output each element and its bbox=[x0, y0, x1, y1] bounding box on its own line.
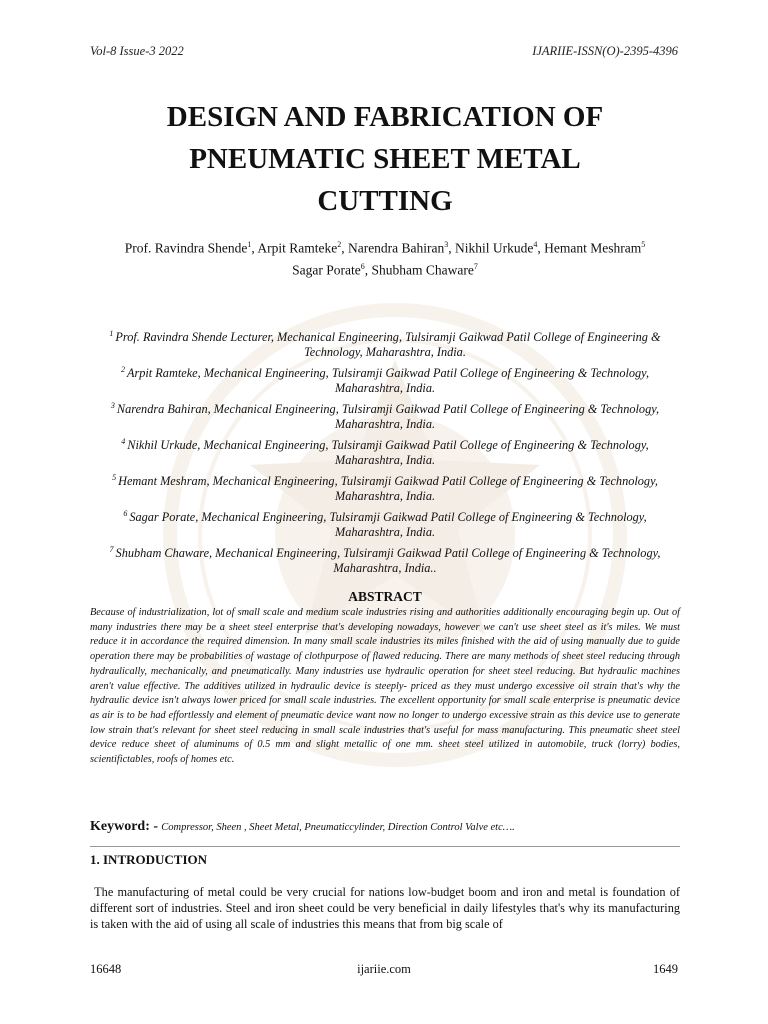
affiliation bbox=[95, 506, 675, 541]
author-number: 2 bbox=[337, 240, 342, 249]
title-line: CUTTING bbox=[317, 185, 453, 217]
affiliation-text: Shubham Chaware, Mechanical Engineering, Tulsiramji Gaikwad Patil College of Engineering & Technology, Maharashtra, India.. bbox=[115, 546, 661, 576]
page-number: 1649 bbox=[653, 962, 678, 976]
author-number: 3 bbox=[444, 240, 449, 249]
affiliation-number: 7 bbox=[109, 545, 114, 554]
paper-title bbox=[90, 96, 680, 222]
introduction-body: The manufacturing of metal could be very crucial for nations low-budget boom and iron and metal is foundation of different sort of industries. Steel and iron sheet could be very beneficial in daily lifestyles that's why its manufacturing is taken with the aid of using all scale of industries this means that from big scale of bbox=[90, 885, 680, 931]
affiliation-number: 3 bbox=[110, 401, 115, 410]
keywords-label: Keyword: - bbox=[90, 819, 159, 834]
title-line: DESIGN AND FABRICATION OF bbox=[166, 101, 604, 133]
affiliation-text: Hemant Meshram, Mechanical Engineering, Tulsiramji Gaikwad Patil College of Engineering & Technology, Maharashtra, India. bbox=[118, 474, 658, 504]
author-name: Prof. Ravindra Shende bbox=[124, 240, 248, 256]
affiliation bbox=[95, 326, 675, 361]
author-line: Prof. Ravindra Shende$^1$, Arpit Ramteke$^2$, Narendra Bahiran$^3$, Nikhil Urkude$^4$, Hemant Meshram$^5$ bbox=[124, 240, 646, 256]
author-name: Nikhil Urkude bbox=[455, 240, 534, 256]
abstract-text: Because of industrialization, lot of small scale and medium scale industries rising and authorities additionally encouraging begin up. Out of many industries there may be a sheet steel enterprise that's developing nowadays, however we can't use sheet steel as it's miles. We must reduce it in accordance the required dimension. In many small scale industries its miles finished with the aid of using manually due to guide operation there may be probabilities of wastage of clothpurpose of flawed reducing. There are many methods of sheet steel reducing through hydraulically, mechanically, and pneumatically. Many industries use hydraulic operation for sheet steel reducing. But hydraulic machines aren't value effective. The additives utilized in hydraulic device is steeply- priced as they must undergo excessive oil strain that's why the hydraulic device isn't always lower priced for small scale industries. The excellent opportunity for small scale enterprise is pneumatic device as air is to be had effortlessly and element of pneumatic device want now no longer to undergo excessive strain as this device use to generate low strain that's relevant for sheet steel reducing in small scale industries that's useful for mass manufacturing. This pneumatic sheet steel device reduce sheet of aluminums of 0.5 mm and slight metallic of one mm. sheet steel utilized in automobile, truck (lorry) bodies, scientifictables, roofs of homes etc. bbox=[90, 607, 680, 766]
author-number: 7 bbox=[473, 261, 478, 271]
affiliation-text: Arpit Ramteke, Mechanical Engineering, Tulsiramji Gaikwad Patil College of Engineering & Technology, Maharashtra, India. bbox=[126, 366, 650, 396]
author-number: 4 bbox=[533, 240, 538, 249]
author-number: 1 bbox=[247, 240, 252, 249]
section-divider bbox=[90, 846, 680, 847]
affiliation bbox=[95, 542, 675, 577]
author-name: Arpit Ramteke bbox=[257, 240, 338, 256]
affiliation bbox=[95, 362, 675, 397]
affiliation-number: 1 bbox=[109, 329, 114, 338]
affiliation-text: Sagar Porate, Mechanical Engineering, Tulsiramji Gaikwad Patil College of Engineering & Technology, Maharashtra, India. bbox=[129, 510, 647, 540]
author-line: Sagar Porate$^6$, Shubham Chaware$^7$ bbox=[292, 261, 478, 277]
author-number: 5 bbox=[641, 240, 646, 249]
footer-website: ijariie.com bbox=[357, 962, 411, 976]
affiliation-number: 4 bbox=[121, 437, 126, 446]
affiliation-list bbox=[95, 326, 675, 578]
abstract-heading: ABSTRACT bbox=[348, 589, 422, 604]
keywords-line bbox=[90, 818, 690, 835]
affiliation-text: Nikhil Urkude, Mechanical Engineering, Tulsiramji Gaikwad Patil College of Engineering & Technology, Maharashtra, India. bbox=[127, 438, 649, 468]
affiliation-text: Prof. Ravindra Shende Lecturer, Mechanical Engineering, Tulsiramji Gaikwad Patil College of Engineering & Technology, Maharashtra, India. bbox=[115, 330, 661, 360]
author-name: Narendra Bahiran bbox=[347, 240, 445, 256]
affiliation bbox=[95, 398, 675, 433]
header-issn: IJARIIE-ISSN(O)-2395-4396 bbox=[532, 44, 678, 58]
affiliation-text: Narendra Bahiran, Mechanical Engineering, Tulsiramji Gaikwad Patil College of Engineering & Technology, Maharashtra, India. bbox=[116, 402, 660, 432]
affiliation-number: 6 bbox=[123, 509, 128, 518]
affiliation-number: 2 bbox=[120, 365, 125, 374]
author-name: Sagar Porate bbox=[292, 262, 361, 277]
affiliation-number: 5 bbox=[112, 473, 117, 482]
footer-left-number: 16648 bbox=[90, 962, 122, 976]
author-list bbox=[90, 236, 680, 279]
author-number: 6 bbox=[360, 261, 365, 271]
keywords-text: Compressor, Sheen , Sheet Metal, Pneumaticcylinder, Direction Control Valve etc…. bbox=[161, 822, 515, 833]
affiliation bbox=[95, 434, 675, 469]
introduction-text bbox=[90, 884, 680, 932]
header-volume: Vol-8 Issue-3 2022 bbox=[90, 44, 184, 58]
author-name: Hemant Meshram bbox=[544, 240, 642, 256]
title-line: PNEUMATIC SHEET METAL bbox=[189, 143, 581, 175]
introduction-heading: 1. INTRODUCTION bbox=[90, 852, 208, 867]
affiliation bbox=[95, 470, 675, 505]
author-name: Shubham Chaware bbox=[371, 262, 474, 277]
